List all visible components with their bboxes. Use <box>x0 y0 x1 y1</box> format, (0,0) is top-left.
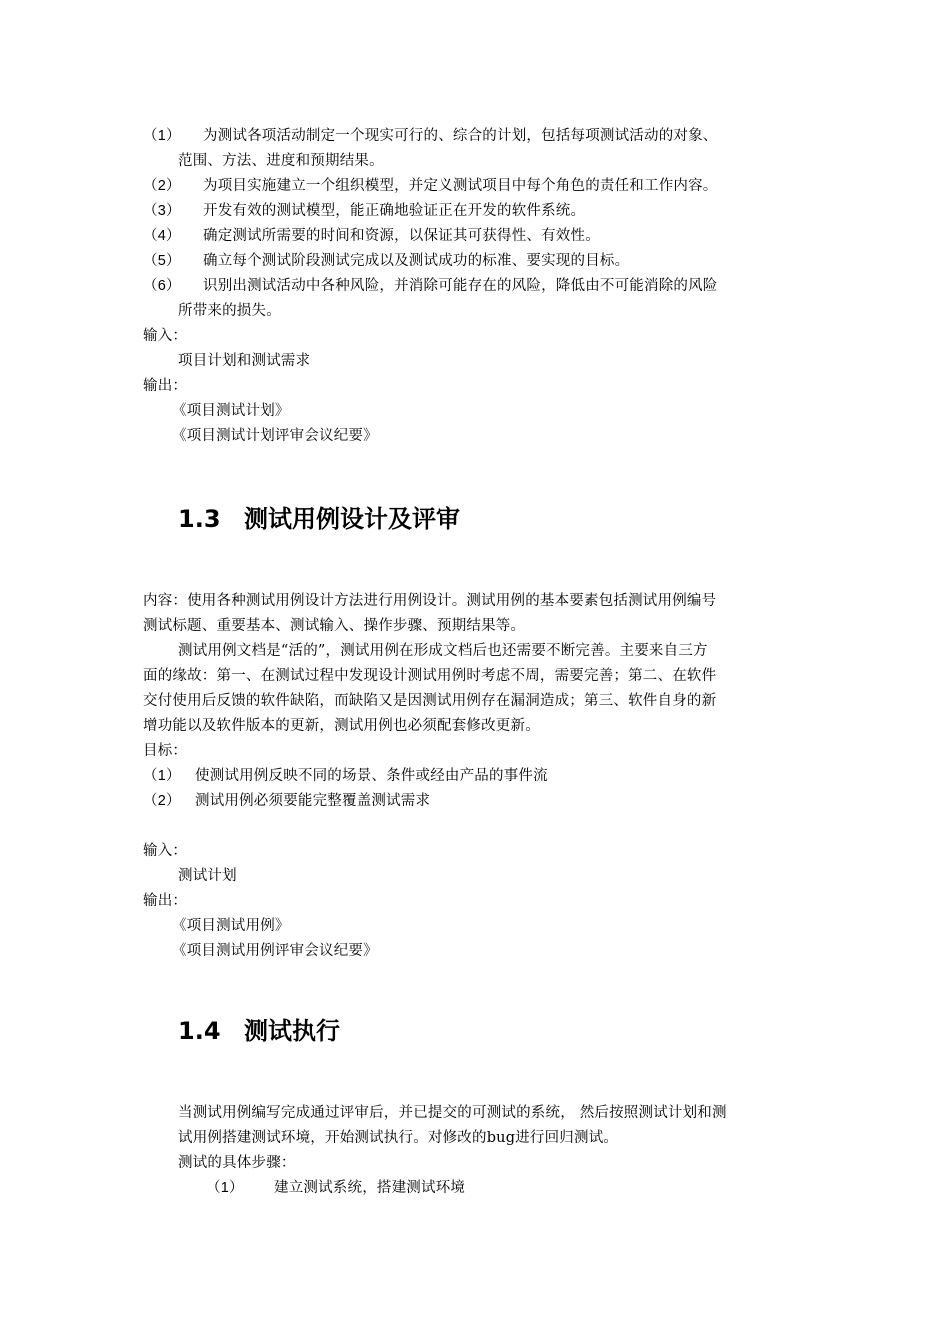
goal-text: 使测试用例反映不同的场景、条件或经由产品的事件流 <box>195 768 548 784</box>
section-heading-1-4 <box>178 1016 340 1046</box>
section-number: 1.4 <box>178 1017 221 1045</box>
goal-number: （5） <box>143 253 181 269</box>
section-1-3-para-line-4: 增功能以及软件版本的更新，测试用例也必须配套修改更新。 <box>143 718 540 734</box>
plan-input-label: 输入： <box>143 328 188 344</box>
section-1-4-para-line-2: 试用例搭建测试环境，开始测试执行。对修改的bug进行回归测试。 <box>178 1130 619 1146</box>
section-1-3-para-line-3: 交付使用后反馈的软件缺陷，而缺陷又是因测试用例存在漏洞造成；第三、软件自身的新 <box>143 693 717 709</box>
section-1-3-content-line-1: 内容：使用各种测试用例设计方法进行用例设计。测试用例的基本要素包括测试用例编号 <box>143 593 717 609</box>
section-1-3-content-line-2: 测试标题、重要基本、测试输入、操作步骤、预期结果等。 <box>143 618 526 634</box>
section-1-3-output-item-1: 《项目测试用例》 <box>172 918 290 934</box>
goal-text: 开发有效的测试模型，能正确地验证正在开发的软件系统。 <box>203 203 586 219</box>
section-1-3-para-line-2: 面的缘故：第一、在测试过程中发现设计测试用例时考虑不周，需要完善；第二、在软件 <box>143 668 717 684</box>
goal-number: （1） <box>143 128 181 144</box>
goal-text: 确定测试所需要的时间和资源，以保证其可获得性、有效性。 <box>203 228 600 244</box>
section-1-3-output-item-2: 《项目测试用例评审会议纪要》 <box>172 943 378 959</box>
goal-item-5 <box>143 251 629 271</box>
section-1-3-output-label: 输出： <box>143 893 188 909</box>
goal-item-6 <box>143 276 718 296</box>
goal-number: （2） <box>143 178 181 194</box>
goal-item-1 <box>143 126 718 146</box>
section-1-3-input-value: 测试计划 <box>178 868 237 884</box>
goal-item-4 <box>143 226 600 246</box>
goal-text: 为测试各项活动制定一个现实可行的、综合的计划，包括每项测试活动的对象、 <box>203 128 718 144</box>
goal-item-1-continuation: 范围、方法、进度和预期结果。 <box>178 153 384 169</box>
plan-output-item-1: 《项目测试计划》 <box>172 403 290 419</box>
goal-number: （6） <box>143 278 181 294</box>
goal-text: 测试用例必须要能完整覆盖测试需求 <box>195 793 431 809</box>
goal-text: 识别出测试活动中各种风险，并消除可能存在的风险，降低由不可能消除的风险 <box>203 278 718 294</box>
plan-input-value: 项目计划和测试需求 <box>178 353 311 369</box>
section-1-3-goal-item-2 <box>143 791 430 811</box>
goal-text: 确立每个测试阶段测试完成以及测试成功的标准、要实现的目标。 <box>203 253 630 269</box>
goal-item-6-continuation: 所带来的损失。 <box>178 303 281 319</box>
section-heading-1-3 <box>178 504 460 534</box>
section-number: 1.3 <box>178 505 221 533</box>
section-1-3-goal-item-1 <box>143 766 548 786</box>
section-1-4-steps-label: 测试的具体步骤： <box>178 1155 296 1171</box>
goal-text: 为项目实施建立一个组织模型，并定义测试项目中每个角色的责任和工作内容。 <box>203 178 718 194</box>
section-1-4-para-line-1: 当测试用例编写完成通过评审后，并已提交的可测试的系统， 然后按照测试计划和测 <box>178 1105 727 1121</box>
section-1-3-goal-label: 目标： <box>143 743 188 759</box>
section-title: 测试用例设计及评审 <box>244 505 460 533</box>
goal-number: （2） <box>143 793 181 809</box>
step-number: （1） <box>206 1180 244 1196</box>
goal-item-2 <box>143 176 718 196</box>
step-text: 建立测试系统，搭建测试环境 <box>274 1180 466 1196</box>
goal-number: （1） <box>143 768 181 784</box>
section-1-4-step-item-1 <box>206 1178 465 1198</box>
plan-output-item-2: 《项目测试计划评审会议纪要》 <box>172 428 378 444</box>
section-1-3-para-line-1: 测试用例文档是“活的”，测试用例在形成文档后也还需要不断完善。主要来自三方 <box>178 643 708 659</box>
plan-output-label: 输出： <box>143 378 188 394</box>
goal-number: （3） <box>143 203 181 219</box>
goal-item-3 <box>143 201 585 221</box>
section-title: 测试执行 <box>244 1017 340 1045</box>
goal-number: （4） <box>143 228 181 244</box>
section-1-3-input-label: 输入： <box>143 843 188 859</box>
